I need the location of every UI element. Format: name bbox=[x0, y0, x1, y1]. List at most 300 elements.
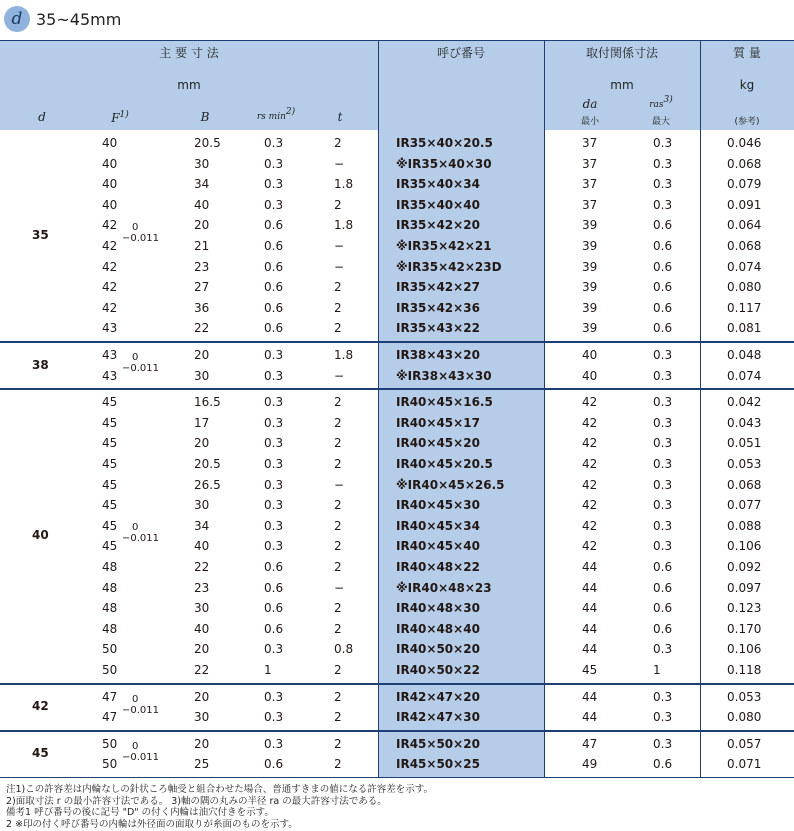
cell-code: ※IR40×48×23 bbox=[396, 580, 492, 595]
cell-r: 1 bbox=[264, 663, 272, 677]
cell-ras: 0.3 bbox=[653, 156, 673, 171]
cell-F: 45 bbox=[102, 518, 118, 533]
cell-t: − bbox=[334, 156, 345, 171]
cell-B: 20 bbox=[194, 642, 210, 657]
table-row bbox=[0, 619, 794, 640]
cell-B: 40 bbox=[194, 197, 210, 212]
table-row bbox=[0, 516, 794, 537]
cell-B: 22 bbox=[194, 321, 210, 336]
cell-F: 45 bbox=[102, 395, 118, 410]
cell-B: 20 bbox=[194, 689, 210, 704]
cell-F: 43 bbox=[102, 368, 118, 383]
cell-da: 39 bbox=[582, 321, 598, 336]
main-dims-heading: 主 要 寸 法 bbox=[159, 46, 219, 60]
cell-r: 0.3 bbox=[264, 498, 284, 513]
cell-code: IR40×48×30 bbox=[396, 601, 480, 616]
cell-da: 47 bbox=[582, 736, 598, 751]
cell-da: 37 bbox=[582, 177, 598, 192]
table-row bbox=[0, 704, 794, 728]
cell-F: 50 bbox=[102, 736, 118, 751]
cell-ras: 0.6 bbox=[653, 621, 673, 636]
cell-code: IR40×45×16.5 bbox=[396, 395, 493, 410]
cell-kg: 0.170 bbox=[727, 621, 762, 636]
cell-ras: 0.6 bbox=[653, 601, 673, 616]
cell-da: 39 bbox=[582, 218, 598, 233]
tolerance-upper: 0 bbox=[132, 352, 139, 363]
cell-r: 0.6 bbox=[264, 259, 284, 274]
table-row bbox=[0, 236, 794, 257]
cell-F: 48 bbox=[102, 560, 118, 574]
cell-B: 23 bbox=[194, 259, 210, 274]
table-row bbox=[0, 751, 794, 775]
mass-heading: 質 量 bbox=[733, 46, 761, 60]
cell-ras: 0.6 bbox=[653, 560, 673, 574]
bore-diameter-label: 38 bbox=[32, 357, 49, 372]
cell-t: 2 bbox=[334, 498, 342, 513]
cell-t: 2 bbox=[334, 736, 342, 751]
cell-r: 0.3 bbox=[264, 642, 284, 657]
tolerance-upper: 0 bbox=[132, 522, 139, 534]
cell-ras: 0.3 bbox=[653, 395, 673, 410]
table-row bbox=[0, 475, 794, 496]
tolerance-lower: −0.011 bbox=[122, 751, 160, 763]
cell-kg: 0.106 bbox=[727, 642, 762, 657]
col-ras-label: ras$^{3)}$ bbox=[649, 95, 673, 110]
tolerance-upper: 0 bbox=[132, 693, 139, 705]
cell-ras: 0.6 bbox=[653, 259, 673, 274]
cell-t: − bbox=[334, 580, 345, 595]
tolerance-lower: −0.011 bbox=[122, 233, 160, 244]
cell-r: 0.3 bbox=[264, 368, 284, 383]
cell-kg: 0.092 bbox=[727, 560, 762, 574]
cell-r: 0.3 bbox=[264, 689, 284, 704]
cell-B: 36 bbox=[194, 300, 210, 315]
cell-da: 42 bbox=[582, 457, 598, 471]
tolerance-lower: −0.011 bbox=[122, 533, 160, 545]
table-row bbox=[0, 318, 794, 339]
cell-B: 30 bbox=[194, 156, 210, 171]
cell-kg: 0.053 bbox=[727, 457, 762, 471]
column-divider bbox=[544, 40, 545, 777]
cell-F: 47 bbox=[102, 710, 118, 725]
cell-code: IR40×45×17 bbox=[396, 415, 480, 430]
cell-r: 0.6 bbox=[264, 280, 284, 295]
cell-kg: 0.068 bbox=[727, 156, 762, 171]
cell-r: 0.3 bbox=[264, 436, 284, 451]
cell-ras: 0.3 bbox=[653, 710, 673, 725]
cell-ras: 0.3 bbox=[653, 457, 673, 471]
cell-r: 0.3 bbox=[264, 457, 284, 471]
page-title: 35~45mm bbox=[36, 9, 122, 29]
cell-da: 44 bbox=[582, 642, 598, 657]
cell-da: 42 bbox=[582, 539, 598, 554]
cell-kg: 0.074 bbox=[727, 259, 762, 274]
cell-code: ※IR38×43×30 bbox=[396, 368, 492, 383]
table-row bbox=[0, 215, 794, 236]
cell-t: 1.8 bbox=[334, 218, 354, 233]
cell-r: 0.3 bbox=[264, 177, 284, 192]
table-row bbox=[0, 660, 794, 681]
cell-B: 30 bbox=[194, 498, 210, 513]
cell-F: 48 bbox=[102, 621, 118, 636]
cell-t: 2 bbox=[334, 518, 342, 533]
cell-kg: 0.080 bbox=[727, 710, 762, 725]
cell-r: 0.6 bbox=[264, 321, 284, 336]
cell-ras: 0.3 bbox=[653, 477, 673, 492]
cell-kg: 0.043 bbox=[727, 415, 762, 430]
cell-t: 0.8 bbox=[334, 642, 354, 657]
cell-da: 39 bbox=[582, 259, 598, 274]
cell-t: 2 bbox=[334, 621, 342, 636]
group-divider bbox=[0, 341, 794, 343]
table-border bbox=[0, 777, 794, 778]
tolerance bbox=[122, 222, 159, 244]
cell-F: 48 bbox=[102, 580, 118, 595]
cell-kg: 0.042 bbox=[727, 395, 762, 410]
title-bar bbox=[4, 4, 121, 34]
cell-da: 44 bbox=[582, 710, 598, 725]
cell-F: 45 bbox=[102, 477, 118, 492]
cell-da: 42 bbox=[582, 395, 598, 410]
mass-unit: kg bbox=[739, 78, 755, 92]
cell-t: 2 bbox=[334, 136, 342, 150]
cell-r: 0.3 bbox=[264, 710, 284, 725]
col-ras-sub: 最大 bbox=[651, 117, 670, 127]
cell-ras: 0.6 bbox=[653, 280, 673, 295]
cell-kg: 0.048 bbox=[727, 348, 762, 362]
cell-B: 40 bbox=[194, 539, 210, 554]
cell-F: 50 bbox=[102, 757, 118, 772]
cell-F: 42 bbox=[102, 218, 118, 233]
table-row bbox=[0, 495, 794, 516]
cell-code: IR45×50×20 bbox=[396, 736, 480, 751]
cell-F: 45 bbox=[102, 539, 118, 554]
cell-t: 1.8 bbox=[334, 348, 354, 362]
tolerance-upper: 0 bbox=[132, 222, 139, 233]
cell-ras: 0.6 bbox=[653, 757, 673, 772]
cell-r: 0.6 bbox=[264, 300, 284, 315]
cell-code: IR35×43×22 bbox=[396, 321, 480, 336]
cell-code: IR40×45×30 bbox=[396, 498, 480, 513]
cell-code: IR42×47×30 bbox=[396, 710, 480, 725]
cell-ras: 0.3 bbox=[653, 177, 673, 192]
col-da-label: da bbox=[582, 97, 598, 111]
cell-r: 0.3 bbox=[264, 156, 284, 171]
cell-kg: 0.057 bbox=[727, 736, 762, 751]
cell-F: 40 bbox=[102, 136, 118, 150]
cell-da: 37 bbox=[582, 197, 598, 212]
cell-kg: 0.097 bbox=[727, 580, 762, 595]
cell-ras: 0.3 bbox=[653, 736, 673, 751]
cell-kg: 0.091 bbox=[727, 197, 762, 212]
footnote-line: 2)面取寸法 r の最小許容寸法である。 3)軸の隅の丸みの半径 ra の最大許容寸法である。 bbox=[6, 795, 387, 807]
group-divider bbox=[0, 683, 794, 685]
cell-da: 42 bbox=[582, 415, 598, 430]
cell-ras: 0.6 bbox=[653, 580, 673, 595]
tolerance-upper: 0 bbox=[132, 740, 139, 752]
cell-da: 42 bbox=[582, 436, 598, 451]
cell-F: 45 bbox=[102, 436, 118, 451]
cell-da: 42 bbox=[582, 518, 598, 533]
cell-kg: 0.064 bbox=[727, 218, 762, 233]
cell-B: 30 bbox=[194, 368, 210, 383]
cell-kg: 0.077 bbox=[727, 498, 762, 513]
cell-da: 39 bbox=[582, 239, 598, 253]
cell-ras: 0.3 bbox=[653, 197, 673, 212]
cell-kg: 0.118 bbox=[727, 663, 762, 677]
table-row bbox=[0, 174, 794, 195]
cell-da: 37 bbox=[582, 156, 598, 171]
bore-diameter-label: 45 bbox=[32, 746, 49, 761]
cell-kg: 0.117 bbox=[727, 300, 762, 315]
table-row bbox=[0, 413, 794, 434]
cell-B: 22 bbox=[194, 663, 210, 677]
footnote-line: 注1)この許容差は内輪なしの針状ころ軸受と組合わせた場合、普通すきまの値になる許容差を示す。 bbox=[6, 784, 433, 795]
cell-F: 40 bbox=[102, 197, 118, 212]
cell-t: 2 bbox=[334, 663, 342, 677]
cell-da: 44 bbox=[582, 621, 598, 636]
cell-B: 20 bbox=[194, 218, 210, 233]
cell-t: 2 bbox=[334, 415, 342, 430]
cell-da: 44 bbox=[582, 580, 598, 595]
cell-kg: 0.123 bbox=[727, 601, 762, 616]
table-row bbox=[0, 687, 794, 708]
cell-kg: 0.068 bbox=[727, 477, 762, 492]
cell-B: 30 bbox=[194, 710, 210, 725]
cell-code: IR40×45×20.5 bbox=[396, 457, 493, 471]
cell-kg: 0.080 bbox=[727, 280, 762, 295]
cell-da: 44 bbox=[582, 560, 598, 574]
cell-kg: 0.106 bbox=[727, 539, 762, 554]
cell-t: − bbox=[334, 477, 345, 492]
cell-code: IR40×48×40 bbox=[396, 621, 480, 636]
cell-da: 40 bbox=[582, 368, 598, 383]
cell-t: 1.8 bbox=[334, 177, 354, 192]
cell-r: 0.6 bbox=[264, 601, 284, 616]
cell-code: IR42×47×20 bbox=[396, 689, 480, 704]
tolerance bbox=[122, 522, 159, 544]
cell-kg: 0.081 bbox=[727, 321, 762, 336]
cell-kg: 0.068 bbox=[727, 239, 762, 253]
cell-code: IR45×50×25 bbox=[396, 757, 480, 772]
cell-code: IR35×42×20 bbox=[396, 218, 480, 233]
cell-da: 39 bbox=[582, 280, 598, 295]
cell-B: 21 bbox=[194, 239, 210, 253]
cell-F: 40 bbox=[102, 177, 118, 192]
cell-ras: 0.3 bbox=[653, 415, 673, 430]
cell-r: 0.6 bbox=[264, 621, 284, 636]
cell-da: 37 bbox=[582, 136, 598, 150]
table-border bbox=[0, 40, 794, 41]
footnote-line: 2 ※印の付く呼び番号の内輪は外径面の面取りが糸面のものを示す。 bbox=[6, 818, 298, 830]
table-row bbox=[0, 578, 794, 599]
table-row bbox=[0, 133, 794, 154]
cell-ras: 0.6 bbox=[653, 300, 673, 315]
cell-code: ※IR35×42×23D bbox=[396, 259, 502, 274]
cell-code: IR40×45×34 bbox=[396, 518, 480, 533]
tolerance-lower: −0.011 bbox=[122, 704, 160, 716]
cell-t: − bbox=[334, 259, 345, 274]
cell-r: 0.6 bbox=[264, 560, 284, 574]
col-t-label: t bbox=[337, 110, 343, 124]
cell-B: 40 bbox=[194, 621, 210, 636]
table-row bbox=[0, 639, 794, 660]
bore-diameter-label: 42 bbox=[32, 699, 49, 714]
cell-code: ※IR35×42×21 bbox=[396, 239, 492, 253]
table-row bbox=[0, 154, 794, 175]
cell-ras: 0.3 bbox=[653, 498, 673, 513]
cell-kg: 0.053 bbox=[727, 689, 762, 704]
cell-t: 2 bbox=[334, 457, 342, 471]
cell-kg: 0.071 bbox=[727, 757, 762, 772]
cell-t: 2 bbox=[334, 280, 342, 295]
cell-da: 44 bbox=[582, 689, 598, 704]
cell-F: 48 bbox=[102, 601, 118, 616]
cell-code: IR35×40×20.5 bbox=[396, 136, 493, 150]
cell-code: IR40×45×20 bbox=[396, 436, 480, 451]
cell-code: IR40×50×20 bbox=[396, 642, 480, 657]
cell-F: 45 bbox=[102, 457, 118, 471]
col-da-sub: 最小 bbox=[580, 117, 599, 127]
cell-F: 43 bbox=[102, 321, 118, 336]
cell-da: 44 bbox=[582, 601, 598, 616]
cell-r: 0.6 bbox=[264, 580, 284, 595]
cell-r: 0.3 bbox=[264, 197, 284, 212]
table-row bbox=[0, 557, 794, 578]
tolerance-lower: −0.011 bbox=[122, 363, 160, 374]
cell-ras: 0.6 bbox=[653, 218, 673, 233]
cell-da: 49 bbox=[582, 757, 598, 772]
cell-ras: 0.3 bbox=[653, 689, 673, 704]
cell-r: 0.3 bbox=[264, 477, 284, 492]
cell-r: 0.3 bbox=[264, 348, 284, 362]
cell-B: 16.5 bbox=[194, 395, 221, 410]
cell-t: 2 bbox=[334, 539, 342, 554]
cell-ras: 0.3 bbox=[653, 642, 673, 657]
column-divider bbox=[378, 40, 379, 777]
cell-B: 34 bbox=[194, 177, 210, 192]
cell-t: 2 bbox=[334, 395, 342, 410]
code-heading: 呼び番号 bbox=[436, 46, 485, 60]
tolerance bbox=[122, 741, 159, 763]
cell-code: IR40×45×40 bbox=[396, 539, 480, 554]
cell-F: 45 bbox=[102, 498, 118, 513]
bore-diameter-label: 35 bbox=[32, 228, 49, 242]
cell-ras: 0.3 bbox=[653, 348, 673, 362]
footnote-line: 備考1 呼び番号の後に記号 "D" の付く内輪は油穴付きを示す。 bbox=[6, 807, 274, 818]
cell-da: 40 bbox=[582, 348, 598, 362]
d-symbol-badge: d bbox=[4, 6, 30, 32]
col-b-label: B bbox=[200, 110, 210, 124]
cell-F: 43 bbox=[102, 348, 118, 362]
cell-ras: 1 bbox=[653, 663, 661, 677]
main-dims-unit: mm bbox=[177, 78, 201, 92]
cell-t: 2 bbox=[334, 710, 342, 725]
cell-t: 2 bbox=[334, 757, 342, 772]
cell-r: 0.3 bbox=[264, 736, 284, 751]
table-row bbox=[0, 345, 794, 366]
cell-r: 0.6 bbox=[264, 239, 284, 253]
cell-t: 2 bbox=[334, 689, 342, 704]
cell-t: 2 bbox=[334, 436, 342, 451]
cell-code: IR35×40×40 bbox=[396, 197, 480, 212]
cell-t: 2 bbox=[334, 560, 342, 574]
cell-F: 40 bbox=[102, 156, 118, 171]
table-row bbox=[0, 277, 794, 298]
cell-F: 50 bbox=[102, 663, 118, 677]
cell-B: 23 bbox=[194, 580, 210, 595]
cell-F: 47 bbox=[102, 689, 118, 704]
cell-B: 27 bbox=[194, 280, 210, 295]
cell-B: 20 bbox=[194, 736, 210, 751]
cell-t: 2 bbox=[334, 300, 342, 315]
cell-kg: 0.074 bbox=[727, 368, 762, 383]
column-divider bbox=[700, 40, 701, 777]
cell-code: IR35×40×34 bbox=[396, 177, 480, 192]
cell-B: 25 bbox=[194, 757, 210, 772]
cell-ras: 0.3 bbox=[653, 539, 673, 554]
table-row bbox=[0, 195, 794, 216]
cell-ras: 0.3 bbox=[653, 518, 673, 533]
cell-t: − bbox=[334, 368, 345, 383]
col-d-label: d bbox=[38, 110, 46, 124]
group-divider bbox=[0, 730, 794, 732]
table-row bbox=[0, 734, 794, 755]
cell-ras: 0.3 bbox=[653, 436, 673, 451]
cell-F: 45 bbox=[102, 415, 118, 430]
bore-diameter-label: 40 bbox=[32, 528, 49, 543]
table-row bbox=[0, 433, 794, 454]
tolerance bbox=[122, 694, 159, 716]
col-r-label: rs $\min^{2)}$ bbox=[256, 107, 296, 122]
cell-da: 42 bbox=[582, 477, 598, 492]
cell-B: 26.5 bbox=[194, 477, 221, 492]
cell-F: 42 bbox=[102, 280, 118, 295]
table-row bbox=[0, 392, 794, 413]
cell-code: IR40×48×22 bbox=[396, 560, 480, 574]
cell-code: IR38×43×20 bbox=[396, 348, 480, 362]
table-row bbox=[0, 598, 794, 619]
group-divider bbox=[0, 388, 794, 390]
cell-r: 0.6 bbox=[264, 757, 284, 772]
cell-code: IR35×42×36 bbox=[396, 300, 480, 315]
table-row bbox=[0, 257, 794, 278]
cell-B: 17 bbox=[194, 415, 210, 430]
mount-heading: 取付関係寸法 bbox=[585, 46, 658, 60]
cell-F: 42 bbox=[102, 259, 118, 274]
cell-ras: 0.3 bbox=[653, 368, 673, 383]
cell-r: 0.3 bbox=[264, 415, 284, 430]
cell-r: 0.3 bbox=[264, 136, 284, 150]
cell-ras: 0.6 bbox=[653, 321, 673, 336]
cell-B: 22 bbox=[194, 560, 210, 574]
cell-code: ※IR40×45×26.5 bbox=[396, 477, 505, 492]
cell-F: 50 bbox=[102, 642, 118, 657]
table-row bbox=[0, 298, 794, 319]
col-kg-sub: (参考) bbox=[734, 117, 760, 127]
cell-code: IR40×50×22 bbox=[396, 663, 480, 677]
cell-B: 20.5 bbox=[194, 136, 221, 150]
cell-kg: 0.051 bbox=[727, 436, 762, 451]
cell-B: 20.5 bbox=[194, 457, 221, 471]
cell-da: 42 bbox=[582, 498, 598, 513]
cell-code: ※IR35×40×30 bbox=[396, 156, 492, 171]
cell-r: 0.3 bbox=[264, 539, 284, 554]
cell-F: 42 bbox=[102, 239, 118, 253]
cell-ras: 0.3 bbox=[653, 136, 673, 150]
cell-t: − bbox=[334, 239, 345, 253]
table-row bbox=[0, 366, 794, 387]
